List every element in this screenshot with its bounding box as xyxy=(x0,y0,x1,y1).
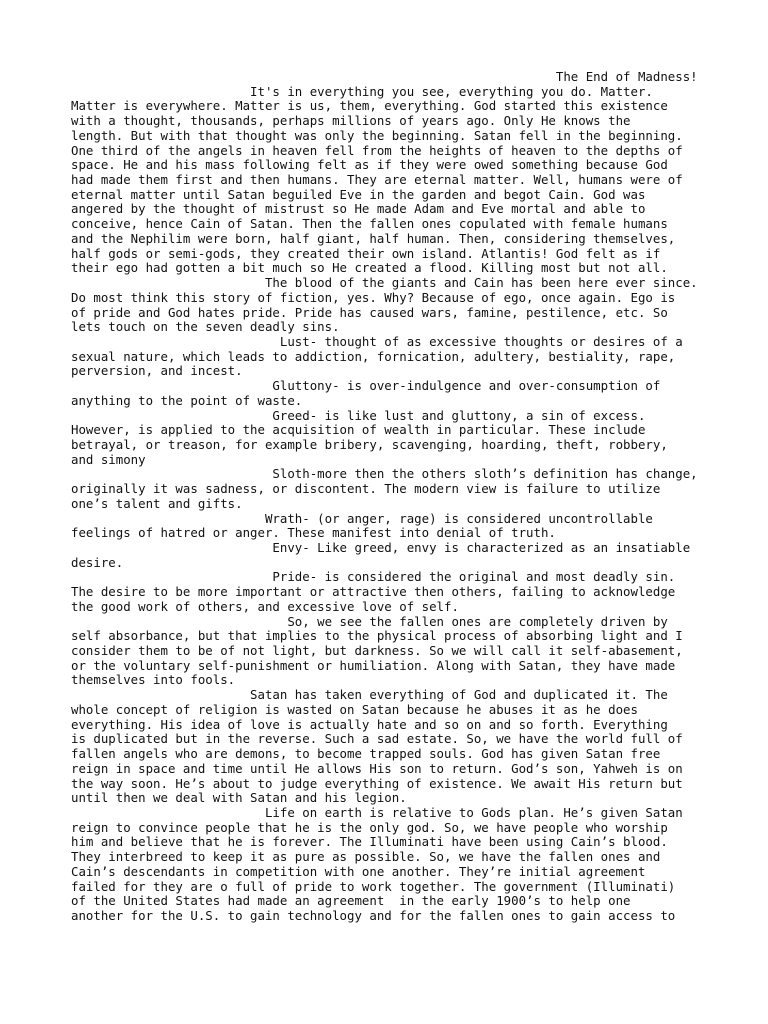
text-line: They interbreed to keep it as pure as possible. So, we have the fallen ones and xyxy=(71,849,661,865)
text-line: betrayal, or treason, for example bribery, scavenging, hoarding, theft, robbery, xyxy=(71,436,668,452)
text-line: of pride and God hates pride. Pride has caused wars, famine, pestilence, etc. So xyxy=(71,304,668,320)
text-line: of the United States had made an agreement in the early 1900’s to help one xyxy=(71,893,631,909)
text-line: One third of the angels in heaven fell from the heights of heaven to the depths of xyxy=(71,142,683,158)
text-line: anything to the point of waste. xyxy=(71,392,303,408)
text-line: with a thought, thousands, perhaps millions of years ago. Only He knows the xyxy=(71,113,631,129)
text-line: space. He and his mass following felt as if they were owed something because God xyxy=(71,157,668,173)
text-line: everything. His idea of love is actually hate and so on and so forth. Everything xyxy=(71,716,668,732)
text-line: feelings of hatred or anger. These manifest into denial of truth. xyxy=(71,525,556,541)
text-line: Envy- Like greed, envy is characterized as an insatiable xyxy=(71,540,691,555)
text-line: length. But with that thought was only the beginning. Satan fell in the beginning. xyxy=(71,127,683,143)
text-line: The desire to be more important or attractive then others, failing to acknowledge xyxy=(71,584,676,600)
text-line: and simony xyxy=(71,451,146,467)
text-line: Life on earth is relative to Gods plan. He’s given Satan xyxy=(71,804,683,820)
text-line: Cain’s descendants in competition with one another. They’re initial agreement xyxy=(71,863,646,879)
text-line: the good work of others, and excessive love of self. xyxy=(71,598,459,614)
text-line: whole concept of religion is wasted on Satan because he abuses it as he does xyxy=(71,701,638,717)
text-line: or the voluntary self-punishment or humiliation. Along with Satan, they have made xyxy=(71,657,676,673)
text-line: Matter is everywhere. Matter is us, them, everything. God started this existence xyxy=(71,98,668,114)
text-line: Satan has taken everything of God and duplicated it. The xyxy=(71,687,668,703)
text-line: the way soon. He’s about to judge everything of existence. We await His return but xyxy=(71,775,683,791)
text-line: lets touch on the seven deadly sins. xyxy=(71,319,340,335)
text-line: Gluttony- is over-indulgence and over-consumption of xyxy=(71,378,661,394)
text-line: Lust- thought of as excessive thoughts or desires of a xyxy=(71,333,683,349)
text-line: conceive, hence Cain of Satan. Then the fallen ones copulated with female humans xyxy=(71,216,668,232)
text-line: their ego had gotten a bit much so He created a flood. Killing most but not all. xyxy=(71,260,668,276)
text-line: reign in space and time until He allows His son to return. God’s son, Yahweh is on xyxy=(71,760,683,776)
text-line: originally it was sadness, or discontent. The modern view is failure to utilize xyxy=(71,481,661,497)
text-line: half gods or semi-gods, they created their own island. Atlantis! God felt as if xyxy=(71,245,661,261)
text-line: Sloth-more then the others sloth’s definition has change, xyxy=(71,466,698,482)
text-line: desire. xyxy=(71,554,124,570)
text-line: Pride- is considered the original and most deadly sin. xyxy=(71,569,676,585)
text-line: Greed- is like lust and gluttony, a sin of excess. xyxy=(71,407,646,423)
text-line: had made them first and then humans. They are eternal matter. Well, humans were of xyxy=(71,172,683,188)
text-line: one’s talent and gifts. xyxy=(71,495,243,511)
text-line: However, is applied to the acquisition of wealth in particular. These include xyxy=(71,422,646,438)
text-line: self absorbance, but that implies to the physical process of absorbing light and I xyxy=(71,628,683,644)
text-line: angered by the thought of mistrust so He made Adam and Eve mortal and able to xyxy=(71,201,646,217)
text-line: him and believe that he is forever. The Illuminati have been using Cain’s blood. xyxy=(71,834,668,850)
text-line: themselves into fools. xyxy=(71,672,236,688)
document-body xyxy=(71,70,711,924)
text-line: until then we deal with Satan and his legion. xyxy=(71,790,407,806)
text-line: reign to convince people that he is the only god. So, we have people who worship xyxy=(71,819,668,835)
text-line: Wrath- (or anger, rage) is considered uncontrollable xyxy=(71,510,653,526)
text-line: eternal matter until Satan beguiled Eve in the garden and begot Cain. God was xyxy=(71,186,646,202)
text-line: fallen angels who are demons, to become trapped souls. God has given Satan free xyxy=(71,746,661,762)
text-line: and the Nephilim were born, half giant, half human. Then, considering themselves, xyxy=(71,230,676,246)
text-line: So, we see the fallen ones are completely driven by xyxy=(71,613,668,629)
text-line: consider them to be of not light, but darkness. So we will call it self-abasement, xyxy=(71,643,683,659)
text-line: another for the U.S. to gain technology and for the fallen ones to gain access to xyxy=(71,907,676,923)
text-line: It's in everything you see, everything you do. Matter. xyxy=(71,83,653,99)
document-title: The End of Madness! xyxy=(71,69,698,84)
text-line: sexual nature, which leads to addiction, fornication, adultery, bestiality, rape, xyxy=(71,348,676,364)
text-line: failed for they are o full of pride to work together. The government (Illuminati) xyxy=(71,878,676,894)
text-line: perversion, and incest. xyxy=(71,363,243,379)
text-line: Do most think this story of fiction, yes. Why? Because of ego, once again. Ego is xyxy=(71,289,676,305)
text-line: The blood of the giants and Cain has been here ever since. xyxy=(71,275,698,291)
text-line: is duplicated but in the reverse. Such a sad estate. So, we have the world full of xyxy=(71,731,683,747)
